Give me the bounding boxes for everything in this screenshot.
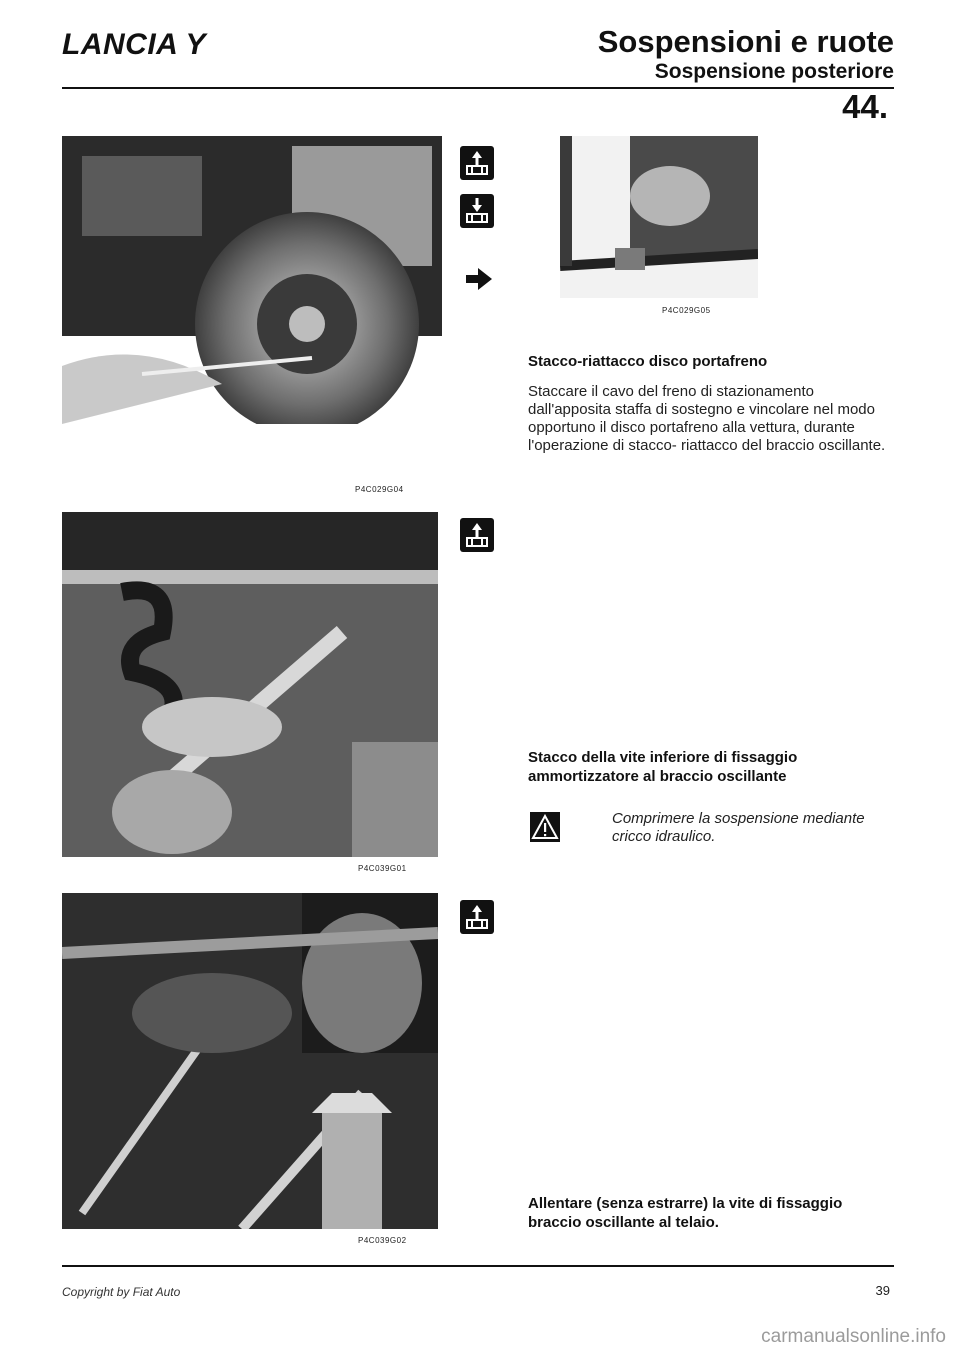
brand-title: LANCIA Y	[62, 28, 207, 61]
arrow-right-icon	[464, 266, 494, 292]
watermark-text: carmanualsonline.info	[761, 1326, 946, 1347]
photo-code-1: P4C029G04	[355, 485, 404, 494]
header-rule	[62, 87, 894, 89]
photo-brake-cable	[560, 136, 758, 298]
footer-page-number: 39	[875, 1283, 890, 1298]
lift-up-icon	[460, 900, 494, 934]
step-body-1: Staccare il cavo del freno di stazionamento dall'apposita staffa di sostegno e vincolare nel modo opportuno il disco portafreno alla vettura, durante l'operazione di stacco- riattacco del braccio oscillante.	[528, 383, 886, 454]
step-heading-1: Stacco-riattacco disco portafreno	[528, 353, 768, 370]
photo-brake-drum	[62, 136, 442, 424]
photo-code-3: P4C039G01	[358, 864, 407, 873]
step-note-2: Comprimere la sospensione mediante cricco idraulico.	[612, 810, 865, 845]
warning-triangle-icon	[530, 812, 560, 842]
photo-shock-bolt	[62, 512, 438, 857]
section-subtitle: Sospensione posteriore	[654, 60, 894, 83]
lift-down-icon	[460, 194, 494, 228]
lift-up-icon	[460, 518, 494, 552]
step-heading-2: Stacco della vite inferiore di fissaggio ammortizzatore al braccio oscillante	[528, 749, 798, 785]
page-code: 44.	[842, 88, 888, 125]
step-heading-3: Allentare (senza estrarre) la vite di fissaggio braccio oscillante al telaio.	[528, 1195, 843, 1231]
photo-code-2: P4C029G05	[662, 306, 711, 315]
footer-rule	[62, 1265, 894, 1267]
photo-jack-suspension	[62, 893, 438, 1229]
photo-code-4: P4C039G02	[358, 1236, 407, 1245]
section-title: Sospensioni e ruote	[597, 24, 894, 59]
footer-copyright: Copyright by Fiat Auto	[62, 1285, 181, 1299]
lift-up-icon	[460, 146, 494, 180]
